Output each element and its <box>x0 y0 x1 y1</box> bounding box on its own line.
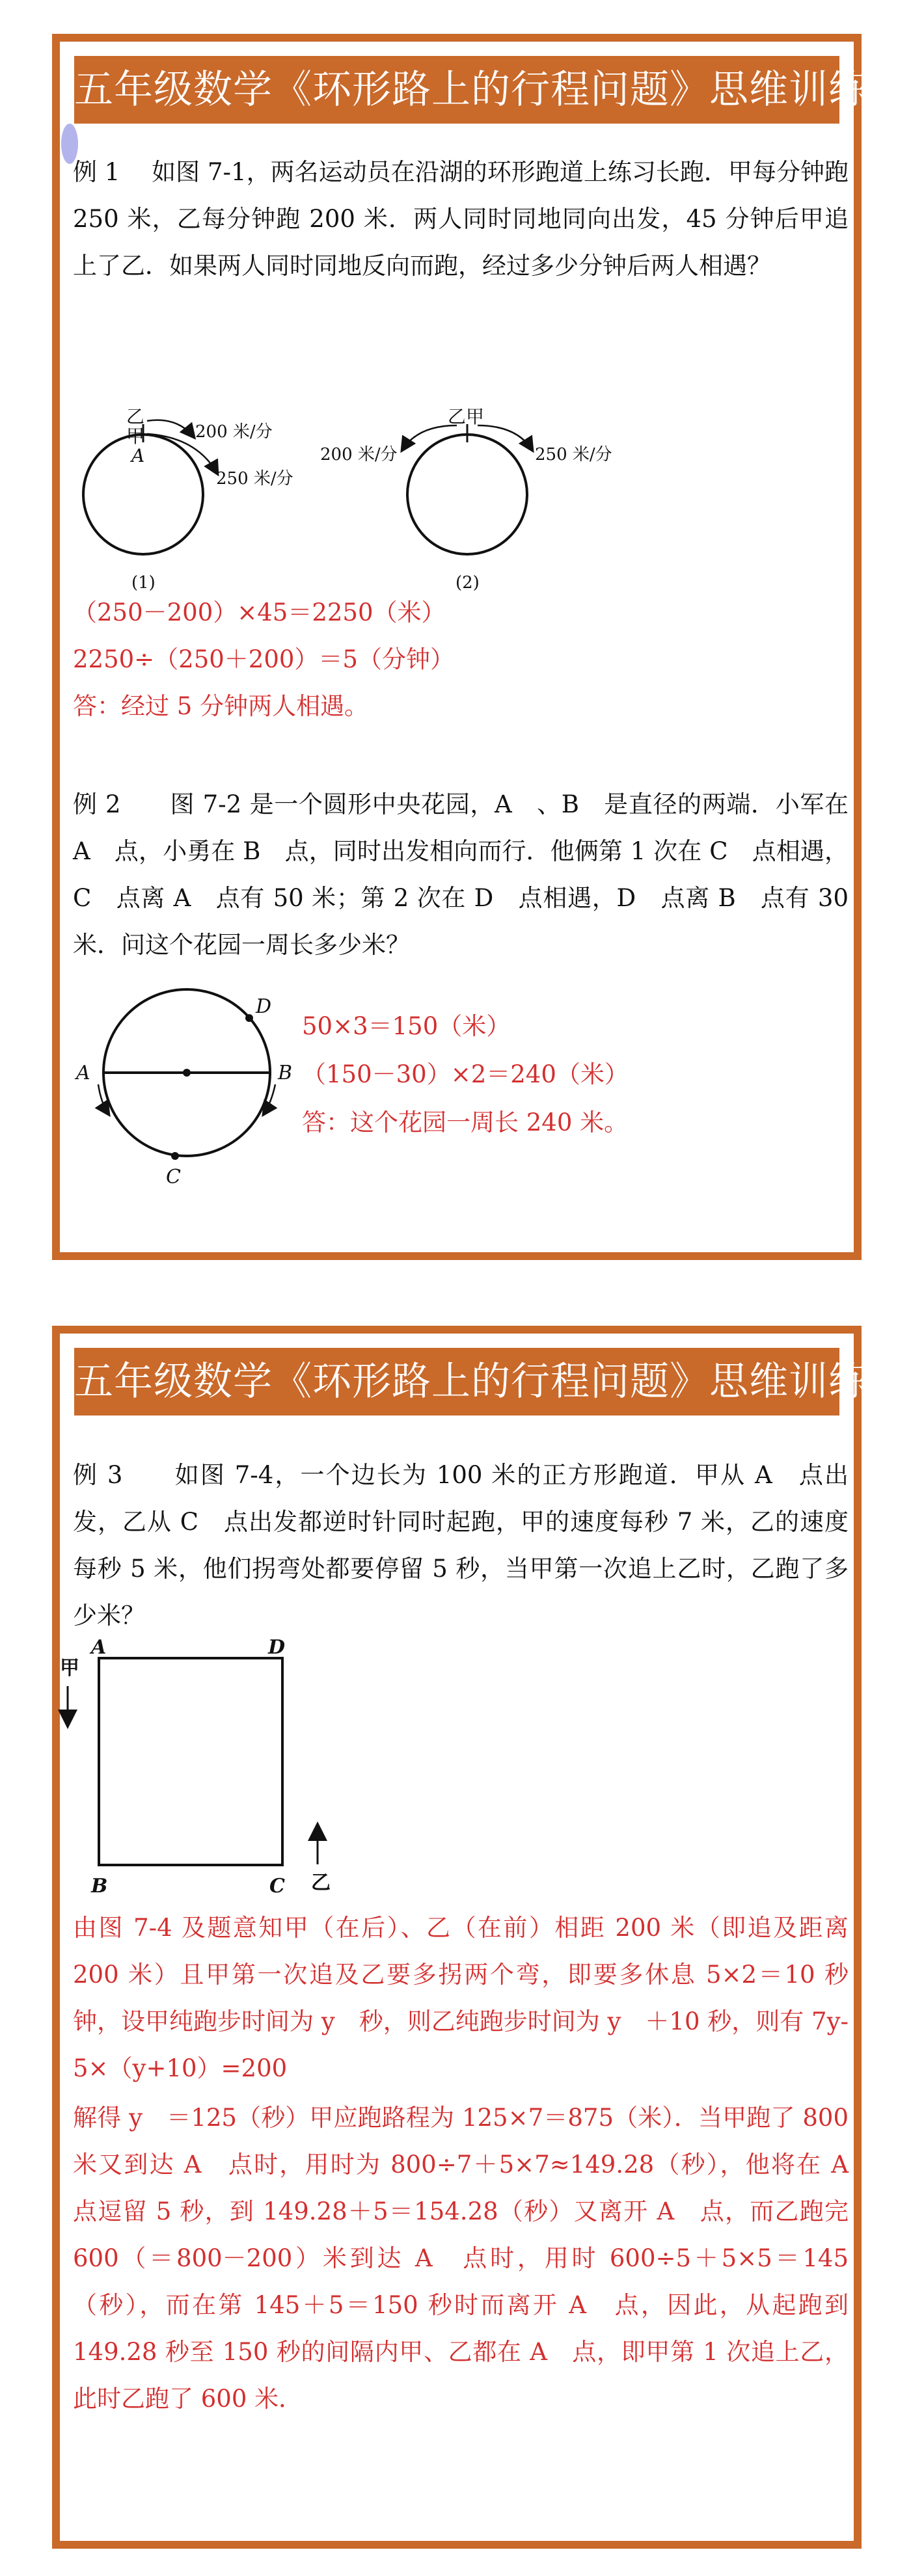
example-1-answer-line-3: 答：经过 5 分钟两人相遇。 <box>73 692 369 720</box>
speed-200-label: 200 米/分 <box>195 422 273 442</box>
speed-250-label: 250 米/分 <box>216 469 293 489</box>
point-d <box>245 1014 253 1022</box>
example-2-answer-line-3: 答：这个花园一周长 240 米。 <box>302 1108 629 1136</box>
example-2-question: 例 2 图 7-2 是一个圆形中央花园，A 、B 是直径的两端．小军在 A 点，小勇在 B 点，同时出发相向而行．他俩第 1 次在 C 点相遇，C 点离 A 点有 50 米；第 2 次在 D 点相遇，D 点离 B 点有 30 米．问这个花园一周长多少米？ <box>73 790 849 959</box>
example-1-answer-line-1: （250－200）×45＝2250（米） <box>73 598 446 626</box>
track-circle <box>407 435 527 554</box>
speed-250-label: 250 米/分 <box>535 445 612 464</box>
example-3-question: 例 3 如图 7-4，一个边长为 100 米的正方形跑道．甲从 A 点出发，乙从 C 点出发都逆时针同时起跑，甲的速度每秒 7 米，乙的速度每秒 5 米，他们拐弯处都要停留 5 秒，当甲第一次追上乙时，乙跑了多少米？ <box>73 1461 849 1630</box>
runner-yi-label: 乙 <box>126 406 145 427</box>
point-c <box>171 1152 179 1160</box>
banner-title: 五年级数学《环形路上的行程问题》思维训练 <box>74 56 839 124</box>
square-track <box>99 1658 282 1865</box>
label-b: B <box>278 1062 293 1084</box>
example-2-answer-line-1: 50×3＝150（米） <box>302 1012 511 1040</box>
center-point <box>183 1069 191 1077</box>
caption-1: (1) <box>131 573 156 593</box>
label-a: A <box>76 1062 90 1084</box>
runner-jia-label: 甲 <box>126 425 145 447</box>
label-a: A <box>91 1636 107 1659</box>
point-a-label: A <box>131 445 145 466</box>
label-d: D <box>256 995 272 1018</box>
label-c: C <box>166 1166 181 1188</box>
example-1-question: 例 1 如图 7-1，两名运动员在沿湖的环形跑道上练习长跑．甲每分钟跑 250 米，乙每分钟跑 200 米．两人同时同地同向出发，45 分钟后甲追上了乙．如果两人同时同地反向而跑，经过多少分钟后两人相遇？ <box>73 158 849 280</box>
figure-7-4 <box>60 1635 385 1941</box>
example-2-answer-line-2: （150－30）×2＝240（米） <box>302 1060 629 1088</box>
label-d: D <box>268 1636 286 1659</box>
runners-label: 乙甲 <box>448 406 485 427</box>
example-3-solution-part-1: 由图 7-4 及题意知甲（在后）、乙（在前）相距 200 米（即追及距离 200 米）且甲第一次追及乙要多拐两个弯，即要多休息 5×2＝10 秒钟，设甲纯跑步时间为 y 秒，则乙纯跑步时间为 y ＋10 秒，则有 7y-5×（y+10）=200 <box>73 1914 849 2082</box>
example-1-answer-line-2: 2250÷（250＋200）＝5（分钟） <box>73 645 454 673</box>
example-3-solution-part-2: 解得 y ＝125（秒）甲应跑路程为 125×7＝875（米）．当甲跑了 800 米又到达 A 点时，用时为 800÷7＋5×7≈149.28（秒），他将在 A 点逗留 5 秒，到 149.28＋5＝154.28（秒）又离开 A 点，而乙跑完 600（＝800－200）米到达 A 点时，用时 600÷5＋5×5＝145（秒），而在第 145＋5＝150 秒时而离开 A 点，因此，从起跑到 149.28 秒至 150 秒的间隔内甲、乙都在 A 点，即甲第 1 次追上乙，此时乙跑了 600 米． <box>73 2104 873 2413</box>
runner-yi-label: 乙 <box>311 1872 331 1894</box>
label-b: B <box>91 1875 108 1898</box>
worksheet-card-1 <box>52 34 868 1260</box>
figure-7-1-2 <box>320 346 646 603</box>
caption-2: (2) <box>456 573 480 593</box>
worksheet-card-2 <box>52 1326 873 2549</box>
banner-title: 五年级数学《环形路上的行程问题》思维训练 <box>74 1348 839 1415</box>
label-c: C <box>269 1875 285 1898</box>
speed-200-label: 200 米/分 <box>320 445 398 464</box>
runner-jia-label: 甲 <box>60 1657 79 1680</box>
